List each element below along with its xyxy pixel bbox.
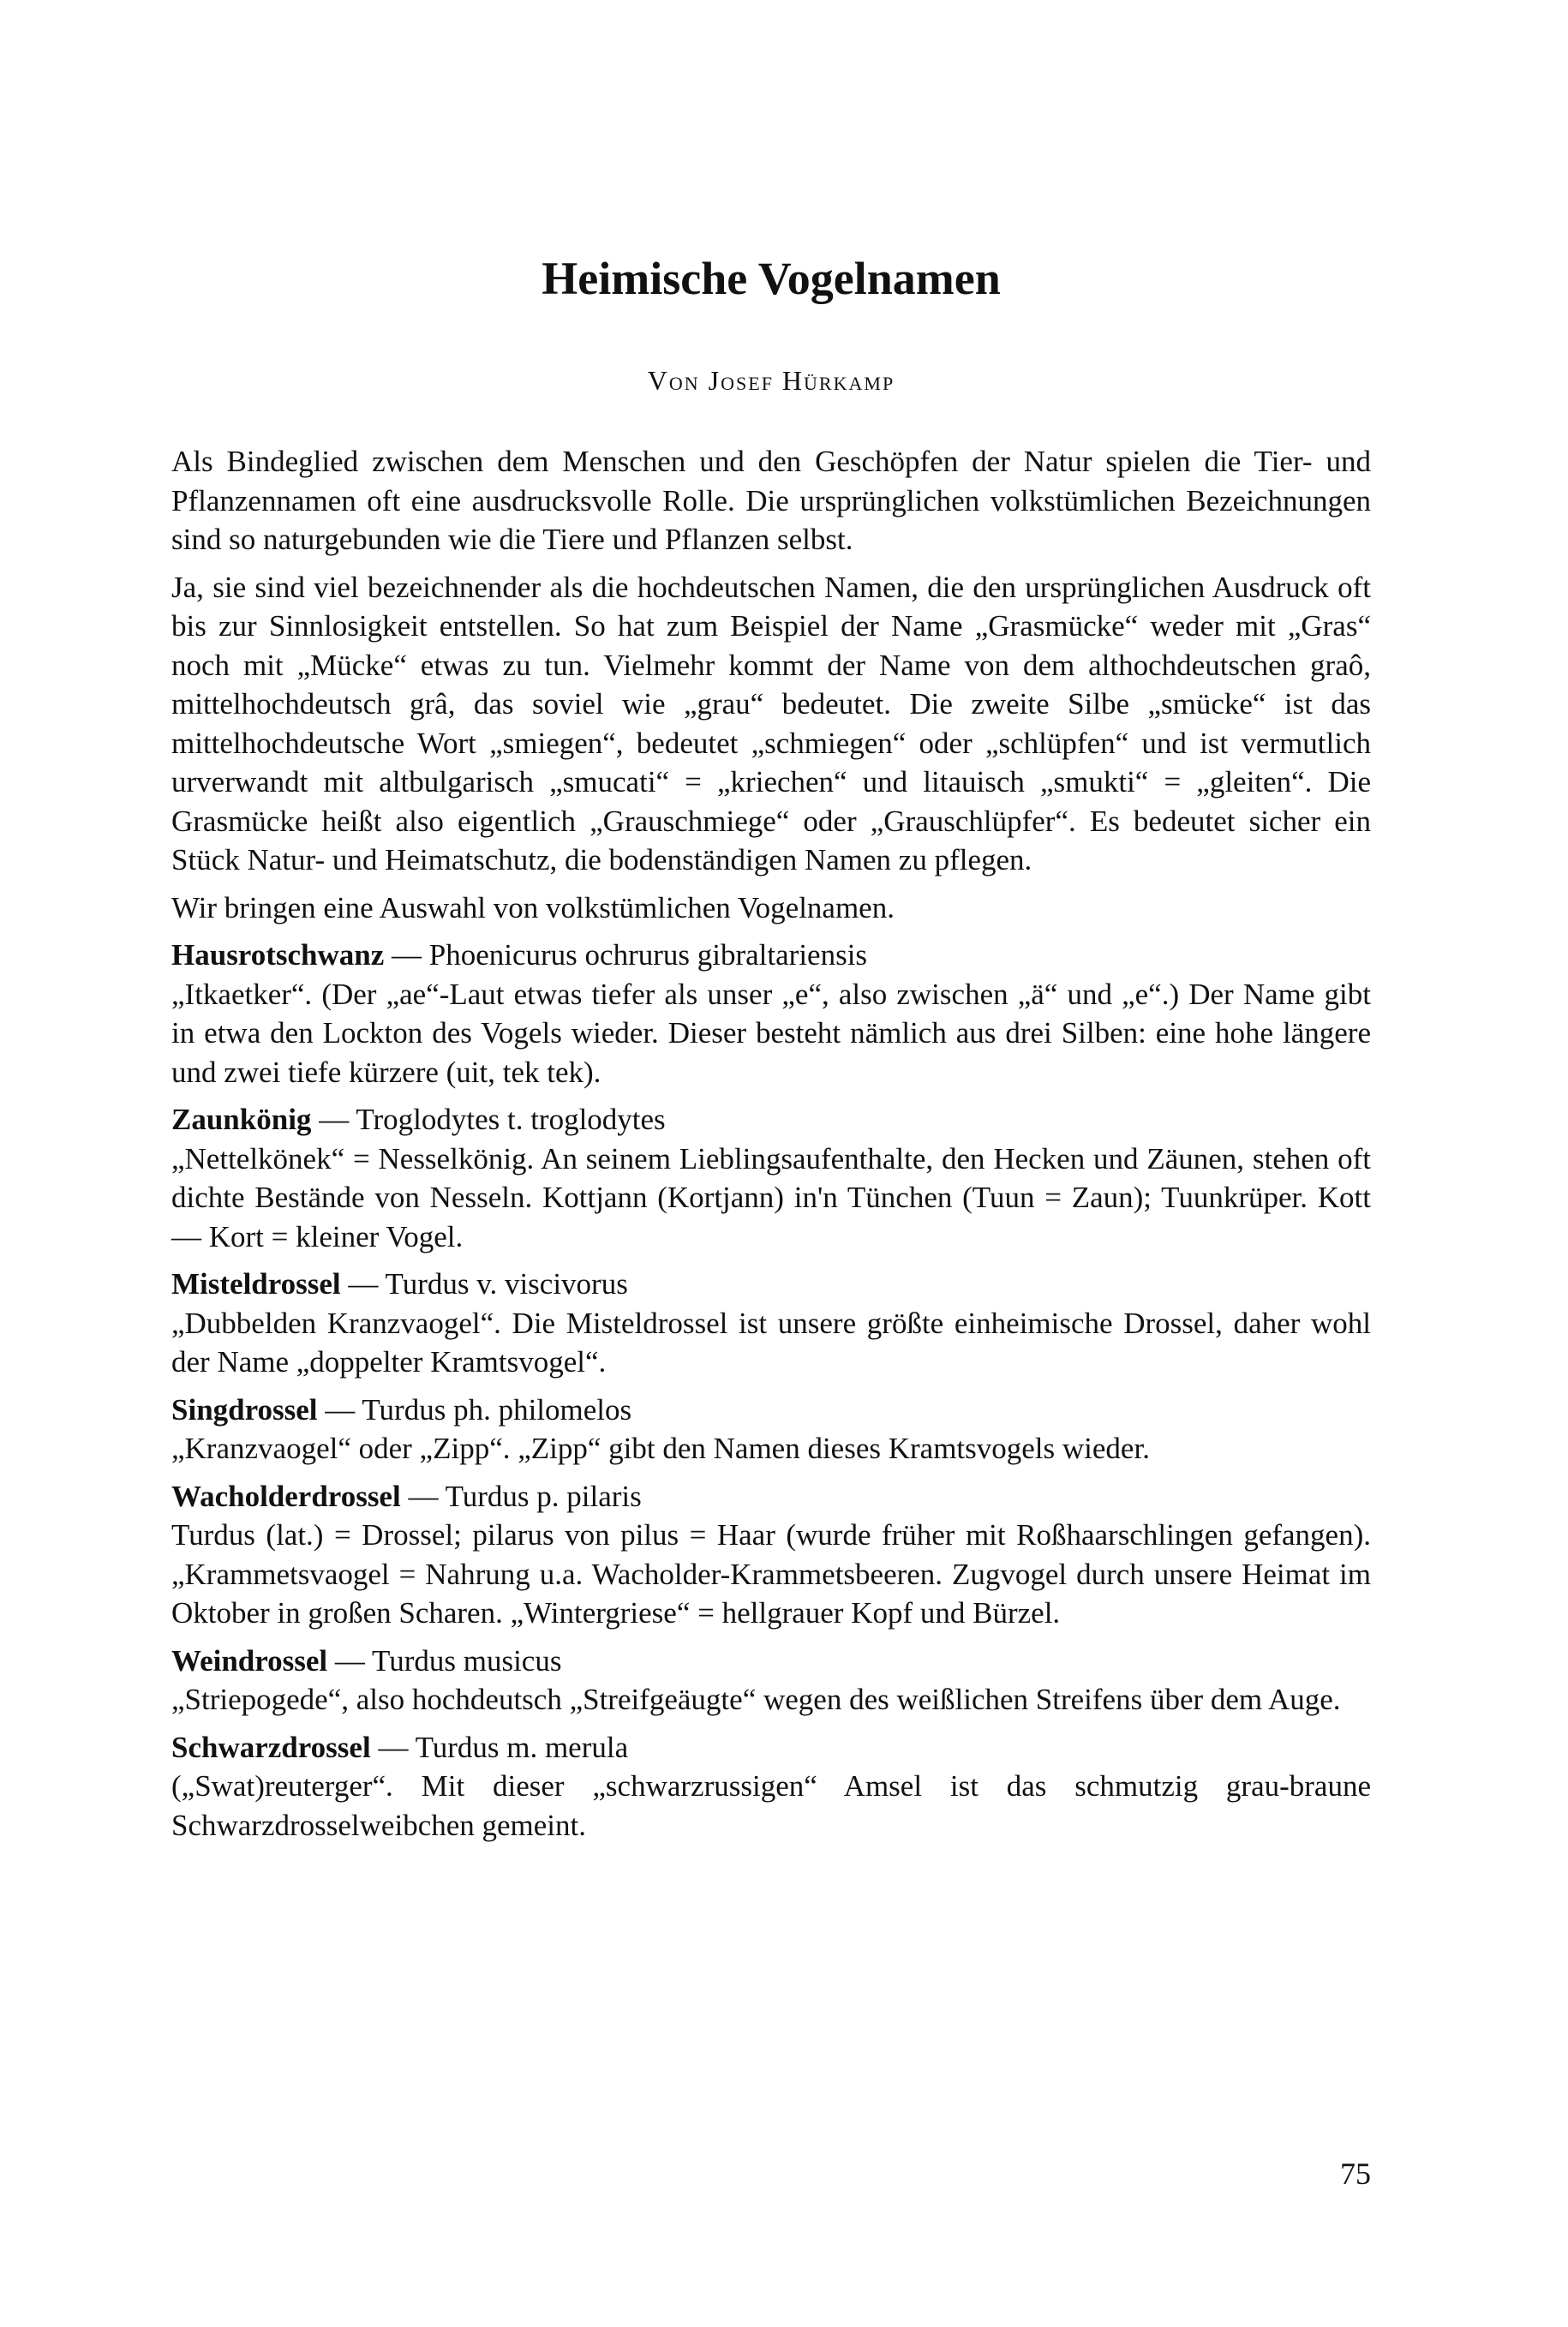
latin-name: Troglodytes t. troglodytes [356,1103,666,1136]
bird-name: Singdrossel [171,1392,318,1427]
bird-entry-hausrotschwanz [171,936,1371,1092]
entry-heading [171,1100,1371,1140]
article [171,248,1371,1853]
entry-description: „Dubbelden Kranzvaogel“. Die Misteldrossel ist unsere größte einheimische Drossel, daher wohl der Name „doppelter Kramtsvogel“. [171,1306,1371,1379]
body-paragraph: Ja, sie sind viel bezeichnender als die hochdeutschen Namen, die den ursprünglichen Ausdruck oft bis zur Sinnlosigkeit entstellen. So hat zum Beispiel der Name „Grasmücke“ weder mit „Gras“ noch mit „Mücke“ etwas zu tun. Vielmehr kommt der Name von dem althochdeutschen graô, mittelhochdeutsch grâ, das soviel wie „grau“ bedeutet. Die zweite Silbe „smücke“ ist das mittelhochdeutsche Wort „smiegen“, bedeutet „schmiegen“ oder „schlüpfen“ und ist vermutlich urverwandt mit altbulgarisch „smucati“ = „kriechen“ und litauisch „smukti“ = „gleiten“. Die Grasmücke heißt also eigentlich „Grauschmiege“ oder „Grauschlüpfer“. Es bedeutet sicher ein Stück Natur- und Heimatschutz, die bodenständigen Namen zu pflegen. [171,570,1371,876]
bird-name: Schwarzdrossel [171,1730,371,1764]
bird-name: Misteldrossel [171,1267,341,1301]
bird-name: Zaunkönig [171,1103,312,1136]
bird-name: Hausrotschwanz [171,938,385,972]
latin-name: Phoenicurus ochrurus gibraltariensis [428,938,868,972]
entry-heading [171,1728,1371,1768]
transition-paragraph: Wir bringen eine Auswahl von volkstümlichen Vogelnamen. [171,890,895,924]
latin-name: Turdus v. viscivorus [385,1267,628,1301]
entry-description: „Itkaetker“. (Der „ae“-Laut etwas tiefer als unser „e“, also zwischen „ä“ und „e“.) Der Name gibt in etwa den Lockton des Vogels wieder. Dieser besteht nämlich aus drei Silben: eine hohe längere und zwei tiefe kürzere (uit, tek tek). [171,977,1371,1089]
entry-dash: — [384,938,429,972]
entry-description: Turdus (lat.) = Drossel; pilarus von pilus = Haar (wurde früher mit Roßhaarschlingen gefangen). „Krammetsvaogel = Nahrung u.a. Wacholder-Krammetsbeeren. Zugvogel durch unsere Heimat im Oktober in großen Scharen. „Wintergriese“ = hellgrauer Kopf und Bürzel. [171,1518,1371,1630]
article-author: Von Josef Hürkamp [647,365,895,396]
entry-description: „Striepogede“, also hochdeutsch „Streifgeäugte“ wegen des weißlichen Streifens über dem Auge. [171,1683,1341,1716]
entry-heading [171,1265,1371,1304]
bird-name: Wacholderdrossel [171,1479,401,1513]
bird-entry-wacholderdrossel [171,1477,1371,1633]
entry-heading [171,936,1371,975]
entry-dash: — [370,1730,416,1764]
latin-name: Turdus musicus [372,1643,562,1678]
bird-entry-misteldrossel [171,1265,1371,1382]
latin-name: Turdus m. merula [415,1730,629,1764]
entry-dash: — [317,1392,362,1427]
entry-description: „Nettelkönek“ = Nesselkönig. An seinem Lieblingsaufenthalte, den Hecken und Zäunen, stehen oft dichte Bestände von Nesseln. Kottjann (Kortjann) in'n Tünchen (Tuun = Zaun); Tuunkrüper. Kott — Kort = kleiner Vogel. [171,1141,1371,1253]
entry-description: („Swat)reuterger“. Mit dieser „schwarzrussigen“ Amsel ist das schmutzig grau-braune Schwarzdrosselweibchen gemeint. [171,1769,1371,1842]
entry-heading [171,1477,1371,1516]
latin-name: Turdus ph. philomelos [362,1392,632,1427]
entry-dash: — [400,1479,446,1513]
article-title: Heimische Vogelnamen [542,253,1001,304]
bird-entry-weindrossel [171,1642,1371,1720]
entry-heading [171,1391,1371,1430]
latin-name: Turdus p. pilaris [445,1479,642,1513]
bird-entry-zaunkoenig [171,1100,1371,1256]
entry-description: „Kranzvaogel“ oder „Zipp“. „Zipp“ gibt den Namen dieses Kramtsvogels wieder. [171,1432,1150,1465]
entry-dash: — [327,1643,373,1678]
intro-paragraph: Als Bindeglied zwischen dem Menschen und den Geschöpfen der Natur spielen die Tier- und Pflanzennamen oft eine ausdrucksvolle Rolle. Die ursprünglichen volkstümlichen Bezeichnungen sind so naturgebunden wie die Tiere und Pflanzen selbst. [171,445,1371,556]
page-number: 75 [1340,2157,1371,2191]
bird-name: Weindrossel [171,1643,328,1678]
entry-heading [171,1642,1371,1681]
bird-entry-schwarzdrossel [171,1728,1371,1845]
bird-entry-singdrossel [171,1391,1371,1469]
entry-dash: — [340,1267,386,1301]
entry-dash: — [311,1103,356,1136]
